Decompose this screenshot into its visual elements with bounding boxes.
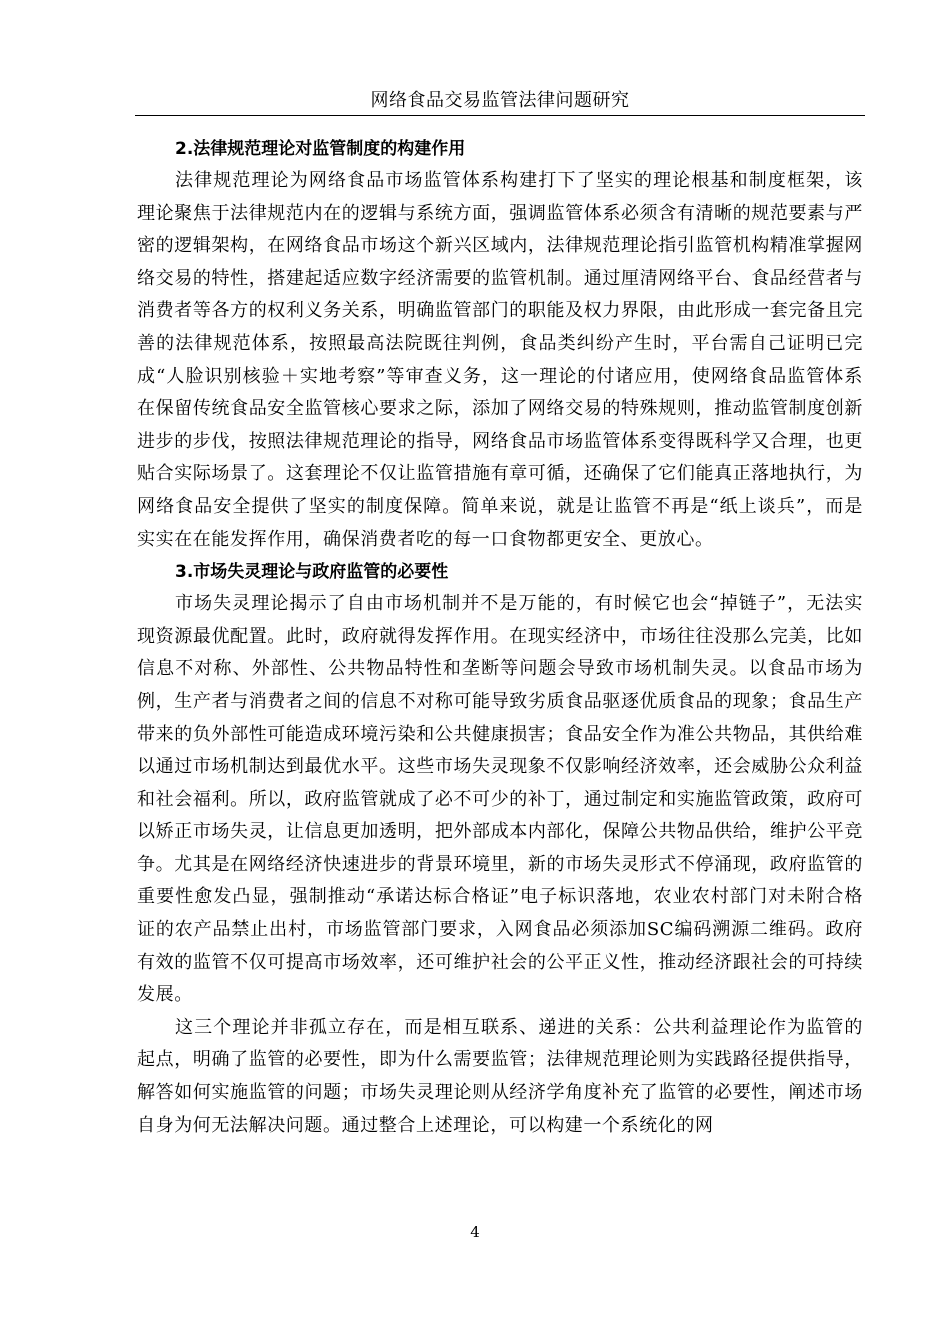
header-rule	[135, 115, 865, 116]
page-number: 4	[470, 1223, 480, 1241]
section-heading-3: 3.市场失灵理论与政府监管的必要性	[175, 562, 449, 583]
section-heading-2: 2.法律规范理论对监管制度的构建作用	[175, 139, 466, 159]
paragraph-legal-norm-theory: 法律规范理论为网络食品市场监管体系构建打下了坚实的理论根基和制度框架，该理论聚焦于法律规范内在的逻辑与系统方面，强调监管体系必须含有清晰的规范要素与严密的逻辑架构，在网络食品市场这个新兴区域内，法律规范理论指引监管机构精准掌握网络交易的特性，搭建起适应数字经济需要的监管机制。通过厘清网络平台、食品经营者与消费者等各方的权利义务关系，明确监管部门的职能及权力界限，由此形成一套完备且完善的法律规范体系，按照最高法院既往判例，食品类纠纷产生时，平台需自己证明已完成“人脸识别核验＋实地考察”等审查义务，这一理论的付诸应用，使网络食品监管体系在保留传统食品安全监管核心要求之际，添加了网络交易的特殊规则，推动监管制度创新进步的步伐，按照法律规范理论的指导，网络食品市场监管体系变得既科学又合理，也更贴合实际场景了。这套理论不仅让监管措施有章可循，还确保了它们能真正落地执行，为网络食品安全提供了坚实的制度保障。简单来说，就是让监管不再是“纸上谈兵”，而是实实在在能发挥作用，确保消费者吃的每一口食物都更安全、更放心。	[137, 170, 863, 550]
body-text	[137, 133, 863, 1142]
paragraph-market-failure-theory: 市场失灵理论揭示了自由市场机制并不是万能的，有时候它也会“掉链子”，无法实现资源最优配置。此时，政府就得发挥作用。在现实经济中，市场往往没那么完美，比如信息不对称、外部性、公共物品特性和垄断等问题会导致市场机制失灵。以食品市场为例，生产者与消费者之间的信息不对称可能导致劣质食品驱逐优质食品的现象；食品生产带来的负外部性可能造成环境污染和公共健康损害；食品安全作为准公共物品，其供给难以通过市场机制达到最优水平。这些市场失灵现象不仅影响经济效率，还会威胁公众利益和社会福利。所以，政府监管就成了必不可少的补丁，通过制定和实施监管政策，政府可以矫正市场失灵，让信息更加透明，把外部成本内部化，保障公共物品供给，维护公平竞争。尤其是在网络经济快速进步的背景环境里，新的市场失灵形式不停涌现，政府监管的重要性愈发凸显，强制推动“承诺达标合格证”电子标识落地，农业农村部门对未附合格证的农产品禁止出村，市场监管部门要求，入网食品必须添加SC编码溯源二维码。政府有效的监管不仅可提高市场效率，还可维护社会的公平正义性，推动经济跟社会的可持续发展。	[137, 593, 863, 1006]
paragraph-theory-integration: 这三个理论并非孤立存在，而是相互联系、递进的关系：公共利益理论作为监管的起点，明确了监管的必要性，即为什么需要监管；法律规范理论则为实践路径提供指导，解答如何实施监管的问题；市场失灵理论则从经济学角度补充了监管的必要性，阐述市场自身为何无法解决问题。通过整合上述理论，可以构建一个系统化的网	[137, 1016, 863, 1136]
running-header-title: 网络食品交易监管法律问题研究	[370, 90, 630, 111]
